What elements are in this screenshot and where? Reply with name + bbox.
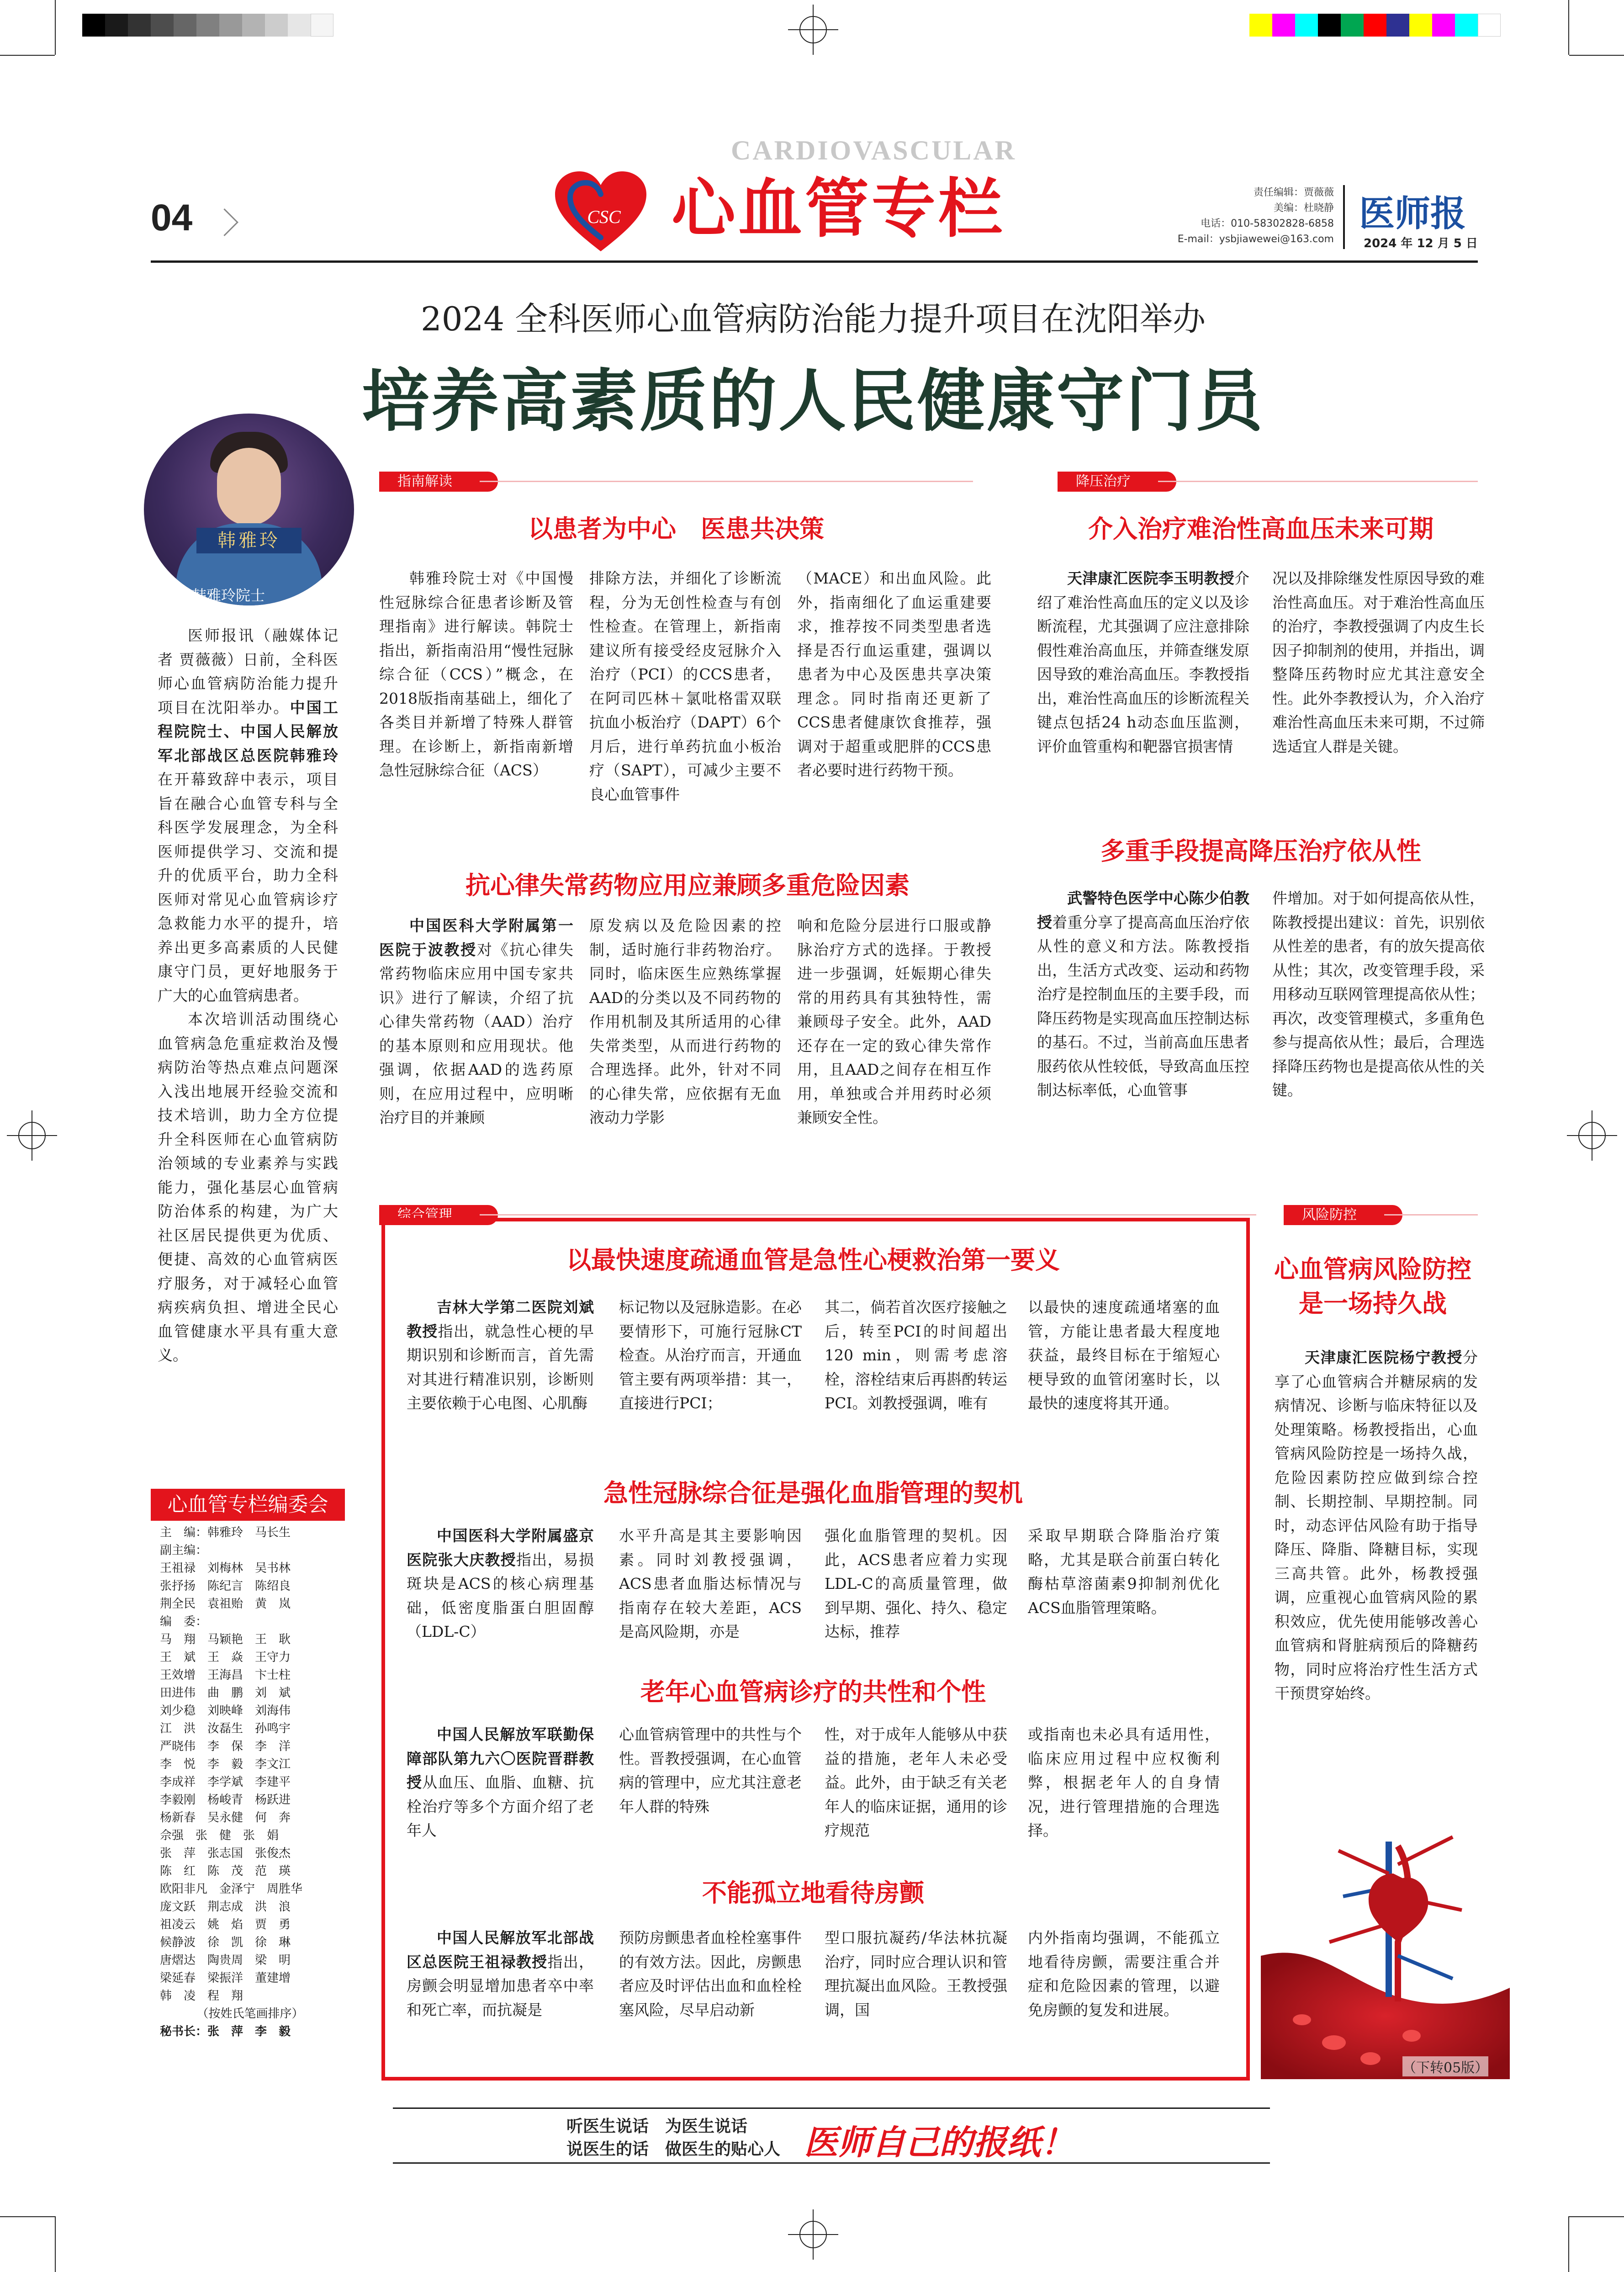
crop-mark [1569, 55, 1624, 56]
committee-line: 杨新春 吴永健 何 奔 [160, 1811, 291, 1825]
tag-underline [1384, 1214, 1478, 1216]
registration-mark-bottom [788, 2209, 838, 2260]
color-bar [1249, 14, 1501, 37]
header-divider [1343, 185, 1345, 249]
integrated-4-col-3: 型口服抗凝药/华法林抗凝治疗，同时应合理认识和管理抗凝出血风险。王教授强调，国 [825, 1929, 1007, 2019]
antiarrhythmic-col-1 [379, 914, 573, 1206]
committee-line: 副主编： [160, 1544, 208, 1557]
column-title: 心血管专栏 [672, 172, 1005, 246]
guide-col-2: 排除方法，并细化了诊断流程，分为无创性检查与有创性检查。在管理上，新指南建议所有接受经皮冠脉介入治疗（PCI）的CCS患者，在阿司匹林＋氯吡格雷双联抗血小板治疗（DAPT）6个月后，进行单药抗血小板治疗（SAPT），可减少主要不良心血管事件 [589, 569, 781, 803]
footer-motto-1: 听医生说话 为医生说话 [566, 2117, 748, 2136]
integrated-1-col-3: 其二，倘若首次医疗接触之后，转至PCI的时间超出120 min，则需考虑溶栓，溶栓结束后再斟酌转运PCI。刘教授强调，唯有 [825, 1298, 1007, 1412]
credit-line: 电话：010-58302828-6858 [1201, 218, 1334, 229]
footer-slogan: 医师自己的报纸！ [804, 2123, 1074, 2162]
section-tag-integrated: 综合管理 [379, 1205, 498, 1225]
integrated-3-col-3: 性，对于成年人能够从中获益的措施，老年人未必受益。此外，由于缺乏有关老年人的临床证据，通用的诊疗规范 [825, 1725, 1007, 1839]
headline-kicker: 2024 全科医师心血管病防治能力提升项目在沈阳举办 [420, 300, 1206, 338]
tag-underline [480, 481, 973, 482]
integrated-3-col-2: 心血管病管理中的共性与个性。晋教授强调，在心血管病的管理中，应尤其注意老年人群的特殊 [619, 1725, 802, 1815]
newspaper-brand: 医师报 [1359, 193, 1466, 234]
body-text: 介绍了难治性高血压的定义以及诊断流程，尤其强调了应注意排除假性难治高血压，并筛查继发原因导致的难治高血压。李教授指出，难治性高血压的诊断流程关键点包括24 h动态血压监测，评价血管重构和靶器官损害情 [1037, 569, 1249, 755]
grayscale-bar [82, 14, 333, 37]
committee-line: 秘书长：张 萍 李 毅 [160, 2025, 291, 2038]
crop-mark [55, 0, 56, 55]
footer-motto-2: 说医生的话 做医生的贴心人 [566, 2139, 781, 2159]
integrated-1-col-2: 标记物以及冠脉造影。在必要情形下，可施行冠脉CT检查。从治疗而言，开通血管主要有两项举措：其一，直接进行PCI； [619, 1298, 802, 1412]
integrated-2-col-2: 水平升高是其主要影响因素。同时刘教授强调，ACS患者血脂达标情况与指南存在较大差距，ACS是高风险期，亦是 [619, 1527, 802, 1640]
registration-mark-left [7, 1110, 57, 1161]
editorial-credits [1124, 185, 1334, 247]
guide-title: 以患者为中心 医患共决策 [528, 515, 824, 543]
committee-line: 李 悦 李 毅 李文江 [160, 1757, 291, 1771]
integrated-3-col-1 [407, 1723, 594, 1869]
integrated-title-1: 以最快速度疏通血管是急性心梗救治第一要义 [566, 1246, 1060, 1274]
photo-nameplate: 韩雅玲 [196, 528, 302, 553]
committee-line: 王 斌 王 焱 王守力 [160, 1651, 291, 1664]
continued-note: （下转05版） [1402, 2056, 1488, 2076]
footer-rule-top [393, 2107, 1270, 2109]
committee-line: 编 委： [160, 1615, 208, 1629]
headline-title: 培养高素质的人民健康守门员 [362, 362, 1264, 441]
heart-illustration [1261, 1805, 1510, 2079]
integrated-title-2: 急性冠脉综合征是强化血脂管理的契机 [603, 1479, 1023, 1508]
lead-text-bold: 中国工程院院士、中国人民解放军北部战区总医院韩雅玲 [158, 698, 339, 764]
committee-line: 李毅刚 杨峻青 杨跃进 [160, 1793, 291, 1807]
english-column-label: CARDIOVASCULAR [731, 135, 1016, 165]
committee-line: 王祖禄 刘梅林 吴书林 [160, 1561, 291, 1575]
committee-line: 欧阳非凡 金泽宁 周胜华 [160, 1882, 303, 1896]
integrated-4-col-2: 预防房颤患者血栓栓塞事件的有效方法。因此，房颤患者应及时评估出血和血栓栓塞风险，尽早启动新 [619, 1929, 802, 2019]
antiarrhythmic-col-3: 响和危险分层进行口服或静脉治疗方式的选择。于教授进一步强调，妊娠期心律失常的用药具有其独特性，需兼顾母子安全。此外，AAD还存在一定的致心律失常作用，且AAD之间存在相互作用，单独或合并用药时必须兼顾安全性。 [797, 917, 991, 1126]
integrated-2-col-1 [407, 1524, 594, 1698]
page-number: 04 [151, 197, 193, 239]
registration-mark-right [1567, 1110, 1617, 1161]
committee-line: 马 翔 马颖艳 王 耿 [160, 1633, 291, 1646]
risk-title-line-2: 是一场持久战 [1299, 1289, 1447, 1318]
lead-text: 在开幕致辞中表示，项目旨在融合心血管专科与全科医学发展理念，为全科医师提供学习、交流和提升的优质平台，助力全科医师对常见心血管病诊疗急救能力水平的提升，培养出更多高素质的人民健康守门员，更好地服务于广大的心血管病患者。 [158, 770, 338, 1004]
lead-text: 本次培训活动围绕心血管病急危重症救治及慢病防治等热点难点问题深入浅出地展开经验交流和技术培训，助力全方位提升全科医师在心血管病防治领域的专业素养与实践能力，强化基层心血管病防治体系的构建，为广大社区居民提供更为优质、便捷、高效的心血管病医疗服务，对于减轻心血管病疾病负担、增进全民心血管健康水平具有重大意义。 [158, 1010, 338, 1364]
crop-mark [1568, 0, 1569, 55]
tag-underline [1158, 481, 1478, 482]
committee-line: 候静波 徐 凯 徐 琳 [160, 1936, 291, 1949]
body-text: 从血压、血脂、血糖、抗栓治疗等多个方面介绍了老年人 [407, 1773, 594, 1839]
committee-line: 陈 红 陈 茂 范 瑛 [160, 1864, 291, 1878]
committee-line: 张抒扬 陈纪言 陈绍良 [160, 1579, 291, 1593]
committee-line: 祖凌云 姚 焰 贾 勇 [160, 1918, 291, 1932]
speaker-name: 吉林大学第二医院刘斌教授 [407, 1298, 594, 1340]
integrated-1-col-1 [407, 1295, 594, 1469]
body-text: 分享了心血管病合并糖尿病的发病情况、诊断与临床特征以及处理策略。杨教授指出，心血管病风险防控是一场持久战，危险因素防控应做到综合控制、长期控制、早期控制。同时，动态评估风险有助于指导降压、降脂、降糖目标，实现三高共管。此外，杨教授强调，应重视心血管病风险的累积效应，优先使用能够改善心血管病和肾脏病预后的降糖药物，同时应将治疗性生活方式干预贯穿始终。 [1275, 1348, 1478, 1702]
risk-title-line-1: 心血管病风险防控 [1274, 1255, 1471, 1284]
committee-line: 严晓伟 李 保 李 洋 [160, 1740, 291, 1753]
committee-line: 主 编：韩雅玲 马长生 [160, 1526, 291, 1539]
body-text: 对《抗心律失常药物临床应用中国专家共识》进行了解读，介绍了抗心律失常药物（AAD）治疗的基本原则和应用现状。他强调，依据AAD的选药原则，在应用过程中，应明晰治疗目的并兼顾 [379, 940, 573, 1126]
guide-col-1: 韩雅玲院士对《中国慢性冠脉综合征患者诊断及管理指南》进行解读。韩院士指出，新指南沿用“慢性冠脉综合征（CCS）”概念，在2018版指南基础上，细化了各类目并新增了特殊人群管理。在诊断上，新指南新增急性冠脉综合征（ACS） [379, 569, 573, 779]
integrated-3-col-4: 或指南也未必具有适用性，临床应用过程中应权衡利弊，根据老年人的自身情况，进行管理措施的合理选择。 [1028, 1725, 1220, 1839]
committee-line: 田进伟 曲 鹏 刘 斌 [160, 1686, 291, 1700]
speaker-name: 中国医科大学附属第一医院于波教授 [379, 917, 573, 959]
registration-mark-top [788, 5, 838, 55]
committee-line: 李成祥 李学斌 李建平 [160, 1775, 291, 1789]
antiarrhythmic-col-2: 原发病以及危险因素的控制，适时施行非药物治疗。同时，临床医生应熟练掌握AAD的分类以及不同药物的作用机制及其所适用的心律失常类型，从而进行药物的合理选择。此外，针对不同的心律失常，应依据有无血液动力学影 [589, 917, 781, 1126]
antiarrhythmic-title: 抗心律失常药物应用应兼顾多重危险因素 [466, 871, 910, 900]
committee-line: 庞文跃 荆志成 洪 浪 [160, 1900, 291, 1914]
body-text: 指出，就急性心梗的早期识别和诊断而言，首先需对其进行精准识别，诊断则主要依赖于心电图、心肌酶 [407, 1322, 594, 1412]
integrated-title-4: 不能孤立地看待房颤 [702, 1879, 924, 1907]
heart-logo-icon [553, 169, 649, 256]
section-tag-risk: 风险防控 [1284, 1205, 1402, 1225]
speaker-name: 中国人民解放军联勤保障部队第九六〇医院晋群教授 [407, 1725, 594, 1791]
body-text: 着重分享了提高高血压治疗依从性的意义和方法。陈教授指出，生活方式改变、运动和药物治疗是控制血压的主要手段，而降压药物是实现高血压控制达标的基石。不过，当前高血压患者服药依从性较低，导致高血压控制达标率低，心血管事 [1037, 913, 1249, 1099]
tag-underline [480, 1214, 1256, 1216]
committee-line: 张 萍 张志国 张俊杰 [160, 1847, 291, 1860]
integrated-title-3: 老年心血管病诊疗的共性和个性 [640, 1677, 986, 1706]
issue-date: 2024 年 12 月 5 日 [1364, 237, 1478, 250]
speaker-name: 天津康汇医院李玉明教授 [1067, 569, 1234, 587]
crop-mark [1569, 2216, 1624, 2217]
header-rule [151, 260, 1478, 263]
lead-article [158, 624, 338, 1368]
integrated-1-col-4: 以最快的速度疏通堵塞的血管，方能让患者最大程度地获益，最终目标在于缩短心梗导致的血管闭塞时长，以最快的速度将其开通。 [1028, 1298, 1220, 1412]
integrated-2-col-4: 采取早期联合降脂治疗策略，尤其是联合前蛋白转化酶枯草溶菌素9抑制剂优化ACS血脂管理策略。 [1028, 1527, 1220, 1617]
integrated-4-col-4: 内外指南均强调，不能孤立地看待房颤，需要注重合并症和危险因素的管理，以避免房颤的复发和进展。 [1028, 1929, 1220, 2019]
crop-mark [0, 2216, 55, 2217]
speaker-name: 中国医科大学附属盛京医院张大庆教授 [407, 1527, 594, 1569]
crop-mark [55, 2216, 56, 2272]
bp-col-1 [1037, 567, 1249, 813]
integrated-4-col-1 [407, 1926, 594, 2068]
lead-text: 医师报讯（融媒体记者 贾薇薇）日前，全科医师心血管病防治能力提升项目在沈阳举办。 [158, 626, 338, 717]
crop-mark [1568, 2216, 1569, 2272]
bp-col-4: 件增加。对于如何提高依从性，陈教授提出建议：首先，识别依从性差的患者，有的放矢提高依从性；其次，改变管理手段，采用移动互联网管理提高依从性；再次，改变管理模式，多重角色参与提高依从性；最后，合理选择降压药物也是提高依从性的关键。 [1272, 889, 1485, 1099]
section-tag-guide: 指南解读 [379, 472, 498, 492]
svg-text:CSC: CSC [587, 207, 621, 227]
section-tag-bp: 降压治疗 [1058, 472, 1176, 492]
committee-line: 梁延春 梁振洋 董建增 [160, 1971, 291, 1985]
credit-line: E-mail：ysbjiawewei@163.com [1177, 234, 1334, 245]
committee-line: 刘少稳 刘映峰 刘海伟 [160, 1704, 291, 1718]
committee-line: 王效增 王海昌 卞士柱 [160, 1668, 291, 1682]
speaker-name: 天津康汇医院杨宁教授 [1305, 1348, 1463, 1366]
credit-line: 责任编辑：贾薇薇 [1253, 187, 1334, 198]
chevron-right-icon [211, 208, 238, 236]
bp-title-2: 多重手段提高降压治疗依从性 [1100, 837, 1421, 865]
committee-list [160, 1524, 340, 2041]
guide-col-3: （MACE）和出血风险。此外，指南细化了血运重建要求，推荐按不同类型患者选择是否行血运重建，强调以患者为中心及医患共享决策理念。同时指南还更新了CCS患者健康饮食推荐，强调对于超重或肥胖的CCS患者必要时进行药物干预。 [797, 569, 991, 779]
bp-col-3 [1037, 887, 1249, 1206]
committee-line: 韩 凌 程 翔 [160, 1989, 243, 2003]
integrated-2-col-3: 强化血脂管理的契机。因此，ACS患者应着力实现LDL-C的高质量管理，做到早期、强化、持久、稳定达标，推荐 [825, 1527, 1007, 1640]
committee-line: 荆全民 袁祖贻 黄 岚 [160, 1597, 291, 1611]
committee-line: 唐熠达 陶贵周 梁 明 [160, 1953, 291, 1967]
photo-caption: 韩雅玲院士 [192, 587, 265, 604]
committee-line: 江 洪 汝磊生 孙鸣宇 [160, 1722, 291, 1736]
bp-title: 介入治疗难治性高血压未来可期 [1088, 515, 1434, 543]
bp-col-2: 况以及排除继发性原因导致的难治性高血压。对于难治性高血压的治疗，李教授强调了内皮生长因子抑制剂的使用，并指出，调整降压药物时应尤其注意安全性。此外李教授认为，介入治疗难治性高血压未来可期，不过筛选适宜人群是关键。 [1272, 569, 1485, 755]
crop-mark [0, 55, 55, 56]
portrait-photo [144, 414, 354, 605]
committee-line: （按姓氏笔画排序） [196, 2007, 304, 2021]
committee-title: 心血管专栏编委会 [151, 1489, 345, 1521]
body-text: 指出，易损斑块是ACS的核心病理基础，低密度脂蛋白胆固醇（LDL-C） [407, 1550, 594, 1640]
body-text: 指出，房颤会明显增加患者卒中率和死亡率，而抗凝是 [407, 1953, 594, 2019]
speaker-name: 武警特色医学中心陈少伯教授 [1037, 889, 1249, 931]
speaker-name: 中国人民解放军北部战区总医院王祖禄教授 [407, 1929, 594, 1971]
credit-line: 美编：杜晓静 [1273, 202, 1334, 214]
risk-body [1275, 1346, 1478, 1805]
committee-line: 佘强 张 健 张 娟 [160, 1829, 279, 1842]
